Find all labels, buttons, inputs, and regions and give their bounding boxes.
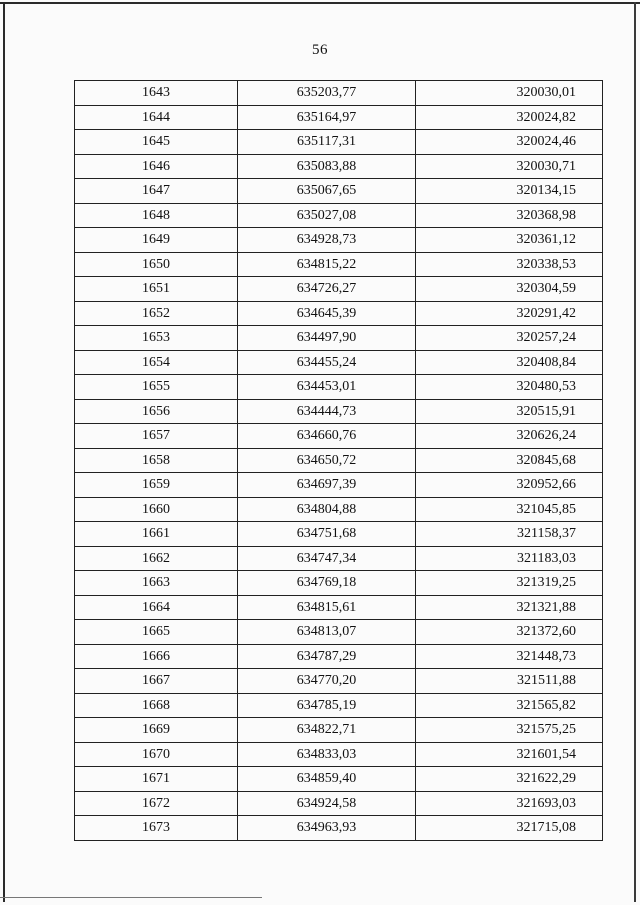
point-number-cell: 1653 — [75, 326, 238, 351]
table-row — [75, 326, 603, 351]
x-coordinate-cell: 634645,39 — [238, 301, 416, 326]
x-coordinate-cell: 634444,73 — [238, 399, 416, 424]
y-coordinate-cell: 320024,46 — [416, 130, 603, 155]
x-coordinate-cell: 634785,19 — [238, 693, 416, 718]
point-number-cell: 1659 — [75, 473, 238, 498]
table-row — [75, 277, 603, 302]
point-number-cell: 1668 — [75, 693, 238, 718]
table-row — [75, 350, 603, 375]
y-coordinate-cell: 321372,60 — [416, 620, 603, 645]
y-coordinate-cell: 320952,66 — [416, 473, 603, 498]
x-coordinate-cell: 634453,01 — [238, 375, 416, 400]
point-number-cell: 1648 — [75, 203, 238, 228]
table-row — [75, 669, 603, 694]
table-row — [75, 767, 603, 792]
y-coordinate-cell: 321183,03 — [416, 546, 603, 571]
table-row — [75, 718, 603, 743]
x-coordinate-cell: 634770,20 — [238, 669, 416, 694]
table-row — [75, 644, 603, 669]
x-coordinate-cell: 634747,34 — [238, 546, 416, 571]
y-coordinate-cell: 321565,82 — [416, 693, 603, 718]
y-coordinate-cell: 320408,84 — [416, 350, 603, 375]
y-coordinate-cell: 321319,25 — [416, 571, 603, 596]
x-coordinate-cell: 635027,08 — [238, 203, 416, 228]
y-coordinate-cell: 320030,71 — [416, 154, 603, 179]
point-number-cell: 1667 — [75, 669, 238, 694]
y-coordinate-cell: 320515,91 — [416, 399, 603, 424]
y-coordinate-cell: 320030,01 — [416, 81, 603, 106]
point-number-cell: 1647 — [75, 179, 238, 204]
page-number: 56 — [312, 42, 328, 58]
x-coordinate-cell: 635203,77 — [238, 81, 416, 106]
point-number-cell: 1656 — [75, 399, 238, 424]
y-coordinate-cell: 320845,68 — [416, 448, 603, 473]
point-number-cell: 1662 — [75, 546, 238, 571]
y-coordinate-cell: 320626,24 — [416, 424, 603, 449]
y-coordinate-cell: 321511,88 — [416, 669, 603, 694]
point-number-cell: 1645 — [75, 130, 238, 155]
table-row — [75, 203, 603, 228]
x-coordinate-cell: 634815,22 — [238, 252, 416, 277]
y-coordinate-cell: 320257,24 — [416, 326, 603, 351]
table-row — [75, 546, 603, 571]
y-coordinate-cell: 321715,08 — [416, 816, 603, 841]
scan-edge-right — [634, 2, 636, 902]
table-row — [75, 399, 603, 424]
point-number-cell: 1658 — [75, 448, 238, 473]
y-coordinate-cell: 320024,82 — [416, 105, 603, 130]
y-coordinate-cell: 320304,59 — [416, 277, 603, 302]
point-number-cell: 1665 — [75, 620, 238, 645]
point-number-cell: 1673 — [75, 816, 238, 841]
x-coordinate-cell: 634455,24 — [238, 350, 416, 375]
table-row — [75, 620, 603, 645]
point-number-cell: 1657 — [75, 424, 238, 449]
point-number-cell: 1663 — [75, 571, 238, 596]
table-row — [75, 81, 603, 106]
x-coordinate-cell: 634833,03 — [238, 742, 416, 767]
y-coordinate-cell: 321622,29 — [416, 767, 603, 792]
table-row — [75, 228, 603, 253]
table-row — [75, 791, 603, 816]
point-number-cell: 1664 — [75, 595, 238, 620]
x-coordinate-cell: 635083,88 — [238, 154, 416, 179]
x-coordinate-cell: 634787,29 — [238, 644, 416, 669]
scan-edge-top — [0, 2, 640, 4]
x-coordinate-cell: 634813,07 — [238, 620, 416, 645]
x-coordinate-cell: 634660,76 — [238, 424, 416, 449]
point-number-cell: 1655 — [75, 375, 238, 400]
point-number-cell: 1672 — [75, 791, 238, 816]
table-row — [75, 252, 603, 277]
y-coordinate-cell: 321693,03 — [416, 791, 603, 816]
x-coordinate-cell: 634859,40 — [238, 767, 416, 792]
point-number-cell: 1654 — [75, 350, 238, 375]
y-coordinate-cell: 320361,12 — [416, 228, 603, 253]
table-row — [75, 154, 603, 179]
x-coordinate-cell: 634769,18 — [238, 571, 416, 596]
y-coordinate-cell: 320134,15 — [416, 179, 603, 204]
x-coordinate-cell: 635164,97 — [238, 105, 416, 130]
y-coordinate-cell: 320368,98 — [416, 203, 603, 228]
point-number-cell: 1670 — [75, 742, 238, 767]
table-row — [75, 522, 603, 547]
point-number-cell: 1646 — [75, 154, 238, 179]
scan-edge-left — [3, 2, 5, 902]
table-row — [75, 375, 603, 400]
y-coordinate-cell: 321158,37 — [416, 522, 603, 547]
footnote-rule — [0, 897, 262, 898]
table-row — [75, 742, 603, 767]
point-number-cell: 1671 — [75, 767, 238, 792]
table-row — [75, 473, 603, 498]
point-number-cell: 1661 — [75, 522, 238, 547]
table-row — [75, 105, 603, 130]
y-coordinate-cell: 321448,73 — [416, 644, 603, 669]
table-row — [75, 497, 603, 522]
point-number-cell: 1651 — [75, 277, 238, 302]
table-row — [75, 693, 603, 718]
y-coordinate-cell: 320291,42 — [416, 301, 603, 326]
x-coordinate-cell: 634963,93 — [238, 816, 416, 841]
x-coordinate-cell: 635117,31 — [238, 130, 416, 155]
point-number-cell: 1652 — [75, 301, 238, 326]
table-row — [75, 571, 603, 596]
x-coordinate-cell: 634924,58 — [238, 791, 416, 816]
point-number-cell: 1666 — [75, 644, 238, 669]
x-coordinate-cell: 634650,72 — [238, 448, 416, 473]
point-number-cell: 1649 — [75, 228, 238, 253]
x-coordinate-cell: 634804,88 — [238, 497, 416, 522]
y-coordinate-cell: 321045,85 — [416, 497, 603, 522]
point-number-cell: 1660 — [75, 497, 238, 522]
y-coordinate-cell: 321601,54 — [416, 742, 603, 767]
y-coordinate-cell: 321575,25 — [416, 718, 603, 743]
x-coordinate-cell: 634726,27 — [238, 277, 416, 302]
point-number-cell: 1644 — [75, 105, 238, 130]
table-row — [75, 130, 603, 155]
x-coordinate-cell: 634928,73 — [238, 228, 416, 253]
x-coordinate-cell: 634697,39 — [238, 473, 416, 498]
x-coordinate-cell: 634815,61 — [238, 595, 416, 620]
table-row — [75, 595, 603, 620]
table-row — [75, 816, 603, 841]
x-coordinate-cell: 634822,71 — [238, 718, 416, 743]
coordinates-table-body — [75, 81, 603, 841]
y-coordinate-cell: 320338,53 — [416, 252, 603, 277]
point-number-cell: 1643 — [75, 81, 238, 106]
point-number-cell: 1650 — [75, 252, 238, 277]
table-row — [75, 448, 603, 473]
point-number-cell: 1669 — [75, 718, 238, 743]
y-coordinate-cell: 320480,53 — [416, 375, 603, 400]
x-coordinate-cell: 635067,65 — [238, 179, 416, 204]
table-row — [75, 301, 603, 326]
coordinates-table — [74, 80, 603, 841]
x-coordinate-cell: 634751,68 — [238, 522, 416, 547]
table-row — [75, 424, 603, 449]
table-row — [75, 179, 603, 204]
x-coordinate-cell: 634497,90 — [238, 326, 416, 351]
y-coordinate-cell: 321321,88 — [416, 595, 603, 620]
